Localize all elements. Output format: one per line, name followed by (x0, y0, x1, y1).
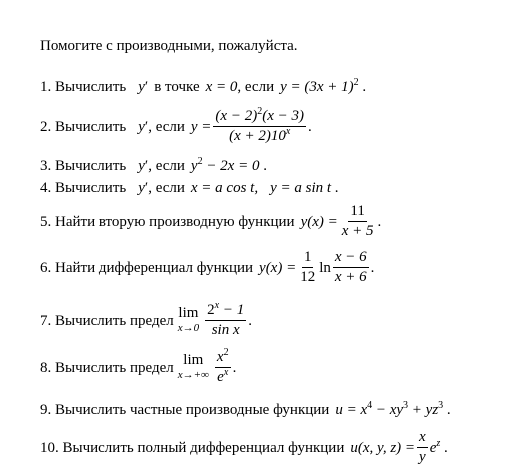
task-text: в точке (154, 79, 200, 95)
period: . (248, 312, 252, 329)
task-text: Вычислить предел (55, 312, 174, 329)
task-number: 1. (40, 79, 52, 95)
math-var: y′ (138, 180, 149, 196)
period: . (334, 180, 339, 196)
math-fraction: $\frac{(x - 2)^2(x - 3)}{(x + 2)10^x}$ (215, 106, 304, 144)
math-var: y′ (138, 79, 149, 95)
math-limit: lim x→+∞ (177, 351, 209, 381)
task-number: 2. (40, 118, 52, 135)
math-formula: $(3x + 1)^2$ (304, 77, 359, 95)
period: . (446, 402, 451, 418)
task-number: 7. (40, 312, 52, 329)
task-number: 9. (40, 402, 52, 418)
math-lhs: y(x) = (300, 213, 338, 230)
task-text: Вычислить частные производные функции (55, 402, 330, 418)
task-text: Вычислить (55, 79, 127, 95)
task-9 (40, 401, 451, 419)
period: . (307, 118, 312, 135)
math-fraction: $\frac{2^x - 1}{\text{sin x}}$ (207, 300, 245, 338)
math-function: ln (319, 259, 331, 276)
math-fraction: $\frac{x - 6}{x + 6}$ (334, 249, 367, 285)
math-limit: lim x→0 (177, 304, 200, 334)
task-number: 5. (40, 213, 52, 230)
task-text: , если (237, 79, 275, 95)
task-text: Найти дифференциал функции (55, 259, 254, 276)
math-exponential: $e^z$ (429, 437, 441, 456)
task-text: Найти вторую производную функции (55, 213, 295, 230)
task-number: 6. (40, 259, 52, 276)
period: . (370, 259, 375, 276)
task-text: , если (148, 180, 185, 196)
math-formula: x = a cos t, (190, 180, 259, 196)
task-5 (40, 203, 381, 240)
heading-text: Помогите с производными, пожалуйста. (40, 38, 298, 54)
math-var: y′ (138, 158, 149, 174)
task-2 (40, 108, 312, 145)
task-text: Вычислить (55, 158, 127, 174)
task-text: , если (148, 158, 185, 174)
task-number: 8. (40, 359, 52, 376)
math-fraction: $\frac{1}{12}$ (300, 249, 316, 285)
task-number: 10. (40, 439, 59, 456)
math-fraction: $\frac{11}{x + 5}$ (341, 203, 374, 239)
math-fraction: $\frac{x}{y}$ (419, 429, 426, 465)
period: . (232, 359, 237, 376)
math-lhs: u(x, y, z) = (350, 439, 416, 456)
math-lhs: y(x) = (259, 259, 297, 276)
period: . (263, 158, 267, 174)
task-text: Вычислить предел (55, 359, 174, 376)
task-number: 3. (40, 158, 52, 174)
task-10 (40, 429, 448, 466)
math-fraction: $\frac{x^2}{e^x}$ (216, 347, 229, 385)
task-text: Вычислить полный дифференциал функции (62, 439, 345, 456)
task-7 (40, 302, 252, 339)
math-lhs: y = (190, 118, 212, 135)
task-6 (40, 249, 374, 286)
task-text: Вычислить (55, 118, 127, 135)
question-heading (40, 37, 298, 55)
math-formula: $u = x^4 - xy^3 + yz^3$ (335, 400, 444, 418)
math-var: y′ (138, 118, 149, 135)
task-4 (40, 179, 339, 197)
period: . (377, 213, 382, 230)
task-3 (40, 157, 267, 175)
math-formula: y = a sin t (270, 180, 332, 196)
math-formula: $y^2 - 2x = 0$ (190, 156, 260, 174)
period: . (444, 439, 448, 456)
math-condition: x = 0 (205, 79, 238, 95)
task-8 (40, 349, 236, 386)
task-number: 4. (40, 180, 52, 196)
task-1 (40, 78, 366, 96)
math-lhs: y = (280, 79, 301, 95)
task-text: Вычислить (55, 180, 127, 196)
task-text: , если (148, 118, 185, 135)
period: . (362, 79, 367, 95)
